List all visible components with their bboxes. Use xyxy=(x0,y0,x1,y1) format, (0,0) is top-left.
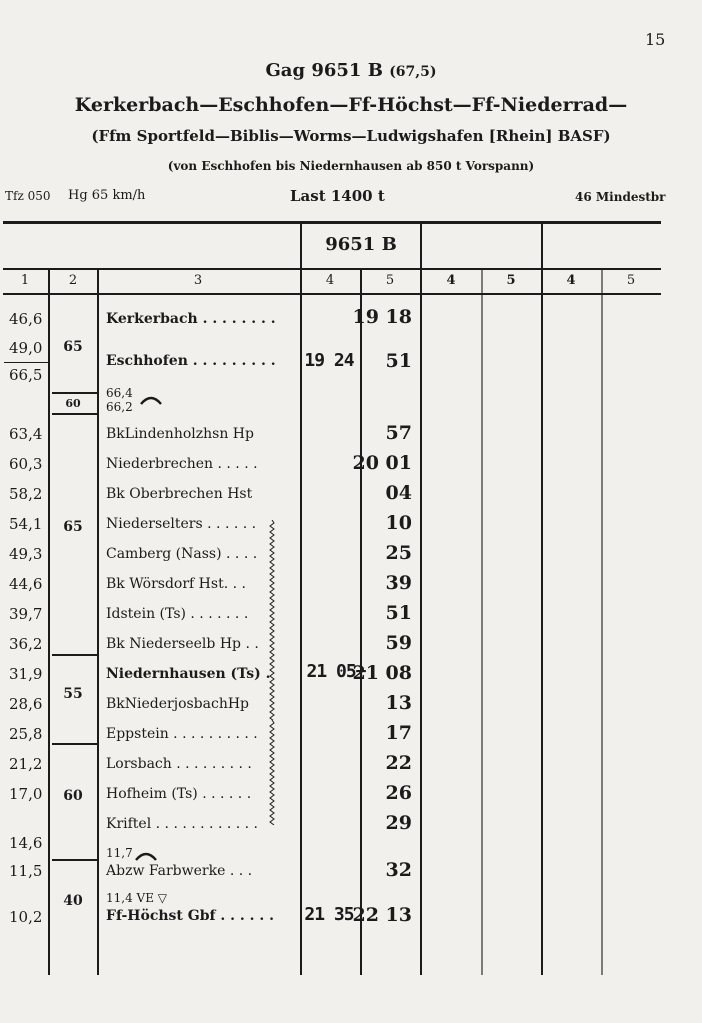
departure-cell: 25 xyxy=(385,542,412,564)
speed-divider xyxy=(52,859,97,861)
station-cell: BkLindenholzhsn Hp xyxy=(106,426,254,442)
station-cell: Niederselters . . . . . . xyxy=(106,516,257,532)
departure-cell: 51 xyxy=(385,602,412,624)
train-title-paren: (67,5) xyxy=(389,64,437,80)
station-cell: Bk Oberbrechen Hst xyxy=(106,486,253,502)
departure-cell: 29 xyxy=(385,812,412,834)
table-row xyxy=(0,512,702,542)
km-cell: 49,0 xyxy=(9,339,43,357)
column-number: 5 xyxy=(506,273,516,288)
train-title xyxy=(0,60,702,81)
speed-cell: 55 xyxy=(63,686,83,702)
station-cell: Lorsbach . . . . . . . . . xyxy=(106,756,252,772)
table-row xyxy=(0,692,702,722)
column-number: 4 xyxy=(446,273,456,288)
table-row xyxy=(0,482,702,512)
station-cell: Eschhofen . . . . . . . . . xyxy=(106,353,276,369)
km-cell: 66,5 xyxy=(9,366,43,384)
table-row xyxy=(0,662,702,692)
route-note: (von Eschhofen bis Niedernhausen ab 850 t Vorspann) xyxy=(167,159,535,173)
km-cell: 28,6 xyxy=(9,695,43,713)
route-sub: (Ffm Sportfeld—Biblis—Worms—Ludwigshafen [Rhein] BASF) xyxy=(91,127,611,145)
table-row xyxy=(0,782,702,812)
table-row xyxy=(0,308,702,338)
route-main: Kerkerbach—Eschhofen—Ff-Höchst—Ff-Niederrad— xyxy=(74,94,628,116)
speed-cell: 65 xyxy=(63,339,83,355)
km-cell: 46,6 xyxy=(9,310,43,328)
speed-cell: 65 xyxy=(63,519,83,535)
table-top-rule xyxy=(3,221,661,224)
km-cell: 31,9 xyxy=(9,665,43,683)
wavy-track-marker-icon xyxy=(268,520,276,720)
departure-cell: 51 xyxy=(385,350,412,372)
departure-cell: 20 01 xyxy=(352,452,412,474)
departure-cell: 22 13 xyxy=(352,904,412,926)
tfz-label: Tfz 050 xyxy=(5,189,51,203)
km-cell: 10,2 xyxy=(9,908,43,926)
arrival-cell: 19 24 xyxy=(304,350,354,371)
wavy-track-marker-icon xyxy=(268,720,276,825)
page-number: 15 xyxy=(645,30,666,49)
arrival-cell: 21 35 xyxy=(304,904,354,925)
subnote: 11,4 VE ▽ xyxy=(106,891,168,905)
departure-cell: 19 18 xyxy=(352,306,412,328)
station-cell: Eppstein . . . . . . . . . . xyxy=(106,726,258,742)
speed-cell: 60 xyxy=(65,397,81,410)
departure-cell: 57 xyxy=(385,422,412,444)
departure-cell: 21 08 xyxy=(352,662,412,684)
km-cell: 63,4 xyxy=(9,425,43,443)
station-cell: Ff-Höchst Gbf . . . . . . xyxy=(106,908,275,924)
km-cell: 60,3 xyxy=(9,455,43,473)
train-number-header: 9651 B xyxy=(325,234,397,255)
column-number: 5 xyxy=(385,273,395,288)
speed-divider xyxy=(52,392,97,394)
station-cell: Kriftel . . . . . . . . . . . . xyxy=(106,816,259,832)
column-number: 3 xyxy=(193,273,203,288)
station-cell: Bk Niederseelb Hp . . xyxy=(106,636,259,652)
subnote: 66,2 xyxy=(106,400,133,414)
departure-cell: 26 xyxy=(385,782,412,804)
table-row xyxy=(0,632,702,662)
km-cell: 36,2 xyxy=(9,635,43,653)
speed-cell: 40 xyxy=(63,893,83,909)
km-cell: 54,1 xyxy=(9,515,43,533)
colnum-rule xyxy=(3,293,661,295)
km-cell: 39,7 xyxy=(9,605,43,623)
station-cell: Niederbrechen . . . . . xyxy=(106,456,258,472)
km-underline xyxy=(4,362,48,363)
speed-divider xyxy=(52,743,97,745)
station-cell: Hofheim (Ts) . . . . . . xyxy=(106,786,252,802)
table-row xyxy=(0,542,702,572)
km-cell: 14,6 xyxy=(9,834,43,852)
km-cell: 21,2 xyxy=(9,755,43,773)
table-row xyxy=(0,422,702,452)
km-cell: 44,6 xyxy=(9,575,43,593)
subnote: 66,4 xyxy=(106,386,133,400)
table-row xyxy=(0,352,702,382)
column-number: 1 xyxy=(20,273,30,288)
departure-cell: 13 xyxy=(385,692,412,714)
mindest-label: 46 Mindestbr xyxy=(575,190,666,204)
column-number: 5 xyxy=(626,273,636,288)
table-row xyxy=(0,722,702,752)
subnote: 11,7 xyxy=(106,846,133,860)
table-row xyxy=(0,902,702,932)
departure-cell: 39 xyxy=(385,572,412,594)
station-cell: Abzw Farbwerke . . . xyxy=(106,863,253,879)
km-cell: 11,5 xyxy=(9,862,43,880)
departure-cell: 04 xyxy=(385,482,412,504)
speed-divider xyxy=(52,413,97,415)
train-title-main: Gag 9651 B xyxy=(265,60,383,81)
station-cell: BkNiederjosbachHp xyxy=(106,696,250,712)
departure-cell: 22 xyxy=(385,752,412,774)
station-cell: Niedernhausen (Ts) . xyxy=(106,666,271,682)
departure-cell: 17 xyxy=(385,722,412,744)
table-row xyxy=(0,452,702,482)
track-arc-icon xyxy=(139,394,163,406)
table-row xyxy=(0,858,702,888)
departure-cell: 59 xyxy=(385,632,412,654)
km-cell: 17,0 xyxy=(9,785,43,803)
header-rule xyxy=(3,268,661,270)
column-number: 4 xyxy=(566,273,576,288)
station-cell: Camberg (Nass) . . . . xyxy=(106,546,258,562)
km-cell: 58,2 xyxy=(9,485,43,503)
hg-label: Hg 65 km/h xyxy=(68,188,146,203)
table-row xyxy=(0,602,702,632)
column-number: 2 xyxy=(68,273,78,288)
station-cell: Idstein (Ts) . . . . . . . xyxy=(106,606,249,622)
km-cell: 25,8 xyxy=(9,725,43,743)
departure-cell: 10 xyxy=(385,512,412,534)
speed-cell: 60 xyxy=(63,788,83,804)
last-label: Last 1400 t xyxy=(290,187,385,205)
table-row xyxy=(0,752,702,782)
column-number: 4 xyxy=(325,273,335,288)
arrival-cell: 21 05+ xyxy=(306,661,366,682)
station-cell: Bk Wörsdorf Hst. . . xyxy=(106,576,246,592)
departure-cell: 32 xyxy=(385,859,412,881)
km-cell: 49,3 xyxy=(9,545,43,563)
table-row xyxy=(0,572,702,602)
station-cell: Kerkerbach . . . . . . . . xyxy=(106,311,276,327)
speed-divider xyxy=(52,654,97,656)
